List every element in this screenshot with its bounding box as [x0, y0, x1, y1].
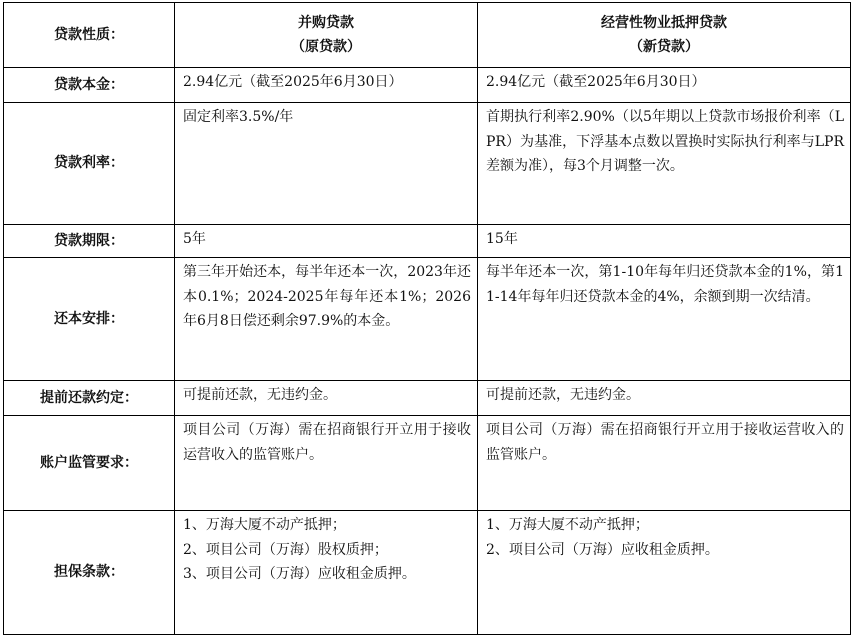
- row-repayment: [4, 258, 851, 381]
- principal-original: 2.94亿元（截至2025年6月30日）: [175, 68, 478, 103]
- repayment-new: 每半年还本一次，第1-10年每年归还贷款本金的1%，第11-14年每年归还贷款本金的4%，余额到期一次结清。: [478, 258, 851, 381]
- row-principal: [4, 68, 851, 103]
- header-original-title: 并购贷款: [298, 14, 354, 31]
- row-guarantee: [4, 511, 851, 635]
- interest-rate-original: 固定利率3.5%/年: [175, 103, 478, 225]
- prepayment-label: 提前还款约定：: [4, 381, 175, 416]
- term-new: 15年: [478, 225, 851, 258]
- guarantee-label: 担保条款：: [4, 511, 175, 635]
- principal-new: 2.94亿元（截至2025年6月30日）: [478, 68, 851, 103]
- guarantee-original-item: 1、万海大厦不动产抵押；: [183, 517, 346, 533]
- principal-label: 贷款本金：: [4, 68, 175, 103]
- header-row: [4, 3, 851, 68]
- repayment-original: 第三年开始还本，每半年还本一次，2023年还本0.1%；2024-2025年每年还本1%；2026年6月8日偿还剩余97.9%的本金。: [175, 258, 478, 381]
- header-label: 贷款性质：: [4, 3, 175, 68]
- interest-rate-new: 首期执行利率2.90%（以5年期以上贷款市场报价利率（LPR）为基准，下浮基本点数以置换时实际执行利率与LPR差额为准），每3个月调整一次。: [478, 103, 851, 225]
- interest-rate-label: 贷款利率：: [4, 103, 175, 225]
- term-original: 5年: [175, 225, 478, 258]
- header-new-title: 经营性物业抵押贷款: [601, 14, 727, 31]
- account-supervision-original: 项目公司（万海）需在招商银行开立用于接收运营收入的监管账户。: [175, 416, 478, 511]
- header-new-subtitle: （新贷款）: [629, 39, 699, 55]
- term-label: 贷款期限：: [4, 225, 175, 258]
- header-new-loan: [478, 3, 851, 68]
- account-supervision-new: 项目公司（万海）需在招商银行开立用于接收运营收入的监管账户。: [478, 416, 851, 511]
- row-interest-rate: [4, 103, 851, 225]
- guarantee-new-item: 2、项目公司（万海）应收租金质押。: [486, 541, 719, 558]
- account-supervision-label: 账户监管要求：: [4, 416, 175, 511]
- guarantee-original: [175, 511, 478, 635]
- prepayment-original: 可提前还款，无违约金。: [175, 381, 478, 416]
- row-term: [4, 225, 851, 258]
- header-original-subtitle: （原贷款）: [291, 39, 361, 55]
- header-original-loan: [175, 3, 478, 68]
- repayment-label: 还本安排：: [4, 258, 175, 381]
- prepayment-new: 可提前还款，无违约金。: [478, 381, 851, 416]
- row-prepayment: [4, 381, 851, 416]
- guarantee-new: [478, 511, 851, 635]
- row-account-supervision: [4, 416, 851, 511]
- guarantee-original-item: 2、项目公司（万海）股权质押；: [183, 541, 388, 558]
- guarantee-new-item: 1、万海大厦不动产抵押；: [486, 517, 649, 533]
- loan-comparison-table: [3, 2, 851, 635]
- guarantee-original-item: 3、项目公司（万海）应收租金质押。: [183, 566, 416, 582]
